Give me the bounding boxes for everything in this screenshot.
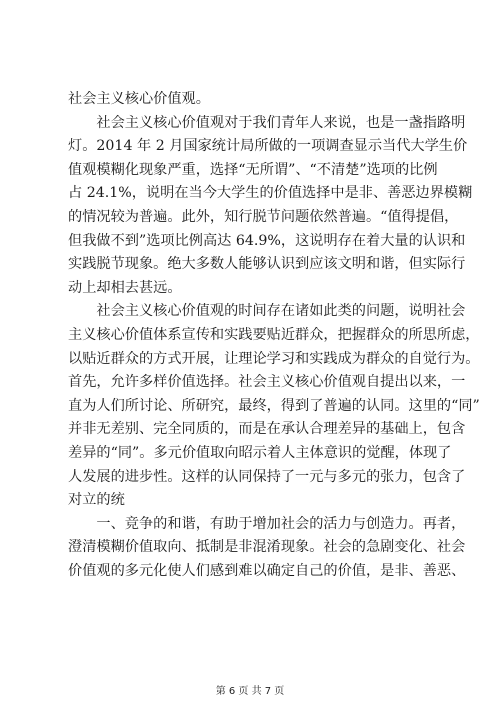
text-line: 的情况较为普遍。此外，知行脱节问题依然普遍。“值得提倡， (68, 208, 459, 225)
text-line: 灯。2014 年 2 月国家统计局所做的一项调查显示当代大学生价 (68, 138, 468, 155)
text-line: 值观模糊化现象严重，选择“无所谓”、“不清楚”选项的比例 (68, 161, 438, 178)
text-line: 以贴近群众的方式开展，让理论学习和实践成为群众的自觉行为。 (68, 350, 480, 367)
text-line: 社会主义核心价值观。 (68, 91, 210, 107)
text-line: 但我做不到”选项比例高达 64.9%，这说明存在着大量的认识和 (68, 232, 466, 249)
text-line: 人发展的进步性。这样的认同保持了一元与多元的张力，包含了 (68, 468, 466, 485)
text-line: 社会主义核心价值观的时间存在诸如此类的问题，说明社会 (96, 303, 466, 320)
text-line: 并非无差别、完全同质的，而是在承认合理差异的基础上，包含 (68, 421, 466, 438)
text-line: 首先，允许多样价值选择。社会主义核心价值观自提出以来，一 (68, 374, 466, 391)
body-text (68, 88, 480, 583)
text-line: 动上却相去甚远。 (68, 279, 182, 296)
text-line: 对立的统 (68, 492, 125, 509)
text-line: 直为人们所讨论、所研究，最终，得到了普遍的认同。这里的“同” (68, 397, 480, 414)
text-line: 占 24.1%，说明在当今大学生的价值选择中是非、善恶边界模糊 (68, 185, 473, 202)
page-footer: 第 6 页 共 7 页 (215, 686, 285, 697)
text-line: 实践脱节现象。绝大多数人能够认识到应该文明和谐，但实际行 (68, 256, 466, 273)
text-line: 价值观的多元化使人们感到难以确定自己的价值，是非、善恶、 (68, 562, 466, 579)
text-line: 主义核心价值体系宣传和实践要贴近群众，把握群众的所思所虑， (68, 326, 480, 343)
text-line: 差异的“同”。多元价值取向昭示着人主体意识的觉醒，体现了 (68, 444, 452, 461)
text-line: 一、竞争的和谐，有助于增加社会的活力与创造力。再者， (96, 515, 466, 532)
text-line: 社会主义核心价值观对于我们青年人来说，也是一盏指路明 (96, 114, 466, 131)
text-line: 澄清模糊价值取向、抵制是非混淆现象。社会的急剧变化、社会 (68, 539, 466, 556)
